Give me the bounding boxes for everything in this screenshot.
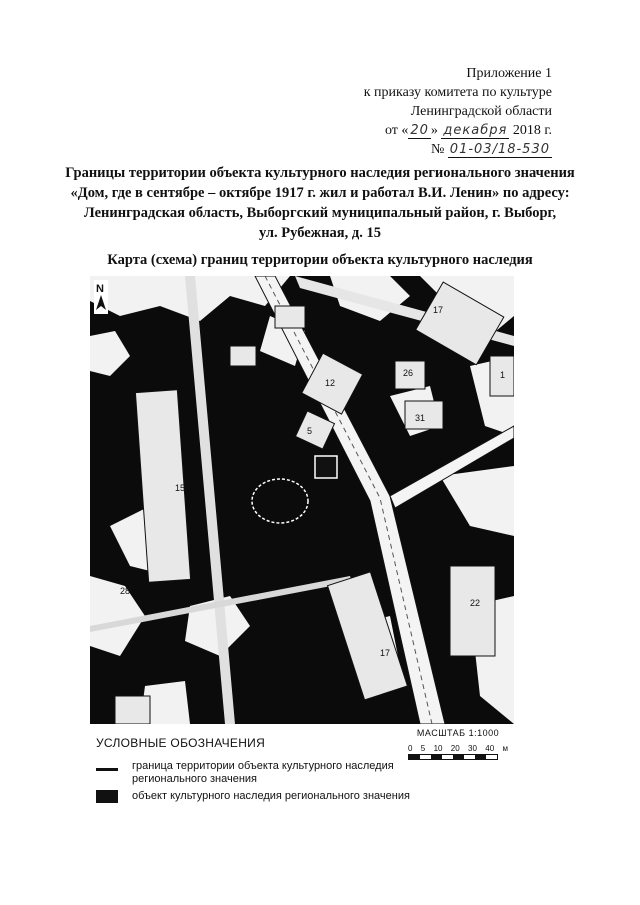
scale-tick: 5 xyxy=(420,744,426,753)
date-year: 2018 г. xyxy=(512,123,552,138)
building-number: 5 xyxy=(307,426,313,436)
appendix-number xyxy=(364,140,552,159)
building-number: 17 xyxy=(380,648,391,658)
document-title xyxy=(40,163,600,243)
scale-tick: 0 xyxy=(408,744,413,753)
appendix-date xyxy=(364,121,552,140)
legend-boundary-text xyxy=(132,760,394,786)
title-line1: Границы территории объекта культурного наследия регионального значения xyxy=(65,165,575,181)
appendix-line3: Ленинградской области xyxy=(410,104,552,119)
building-number: 1 xyxy=(500,370,506,380)
north-label: N xyxy=(96,283,104,295)
building-number: 31 xyxy=(415,413,426,423)
legend-object-text: объект культурного наследия регионального значения xyxy=(132,790,410,802)
building-number: 22 xyxy=(470,598,481,608)
date-prefix: от « xyxy=(384,123,409,138)
north-arrow-icon xyxy=(94,280,108,314)
legend-boundary xyxy=(96,760,394,786)
legend-object xyxy=(96,790,410,803)
legend-boundary-line2: регионального значения xyxy=(132,773,258,785)
scale-unit: м xyxy=(502,744,508,753)
scale-tick: 10 xyxy=(433,744,443,753)
appendix-block xyxy=(364,64,552,159)
map-scheme xyxy=(90,276,514,724)
building-number: 12 xyxy=(325,378,336,388)
scale-tick: 20 xyxy=(450,744,460,753)
date-mid: » xyxy=(430,123,438,138)
scale-ticks xyxy=(408,744,508,753)
appendix-line1: Приложение 1 xyxy=(466,66,552,81)
map-image xyxy=(90,276,514,724)
number-prefix: № xyxy=(430,142,445,157)
number-value: 01-03/18-530 xyxy=(449,142,550,157)
legend-title: УСЛОВНЫЕ ОБОЗНАЧЕНИЯ xyxy=(96,736,266,750)
boundary-line-icon xyxy=(96,768,118,771)
building-number: 28 xyxy=(120,586,131,596)
scale-bar xyxy=(408,728,508,760)
date-month: декабря xyxy=(443,123,508,138)
title-line2: «Дом, где в сентябре – октябре 1917 г. жил и работал В.И. Ленин» по адресу: xyxy=(70,185,570,201)
scale-label: МАСШТАБ 1:1000 xyxy=(416,728,500,738)
map-title: Карта (схема) границ территории объекта культурного наследия xyxy=(107,252,533,268)
building-number: 17 xyxy=(433,305,444,315)
heritage-object-icon xyxy=(96,790,118,803)
date-day: 20 xyxy=(410,123,429,138)
appendix-line2: к приказу комитета по культуре xyxy=(363,85,552,100)
scale-tick: 40 xyxy=(485,744,495,753)
building-number: 15 xyxy=(175,483,186,493)
building-number: 26 xyxy=(403,368,414,378)
scale-graphic xyxy=(408,754,498,760)
legend-boundary-line1: граница территории объекта культурного наследия xyxy=(132,760,394,772)
title-line4: ул. Рубежная, д. 15 xyxy=(259,225,381,241)
title-line3: Ленинградская область, Выборгский муниципальный район, г. Выборг, xyxy=(83,205,557,221)
scale-tick: 30 xyxy=(468,744,477,753)
